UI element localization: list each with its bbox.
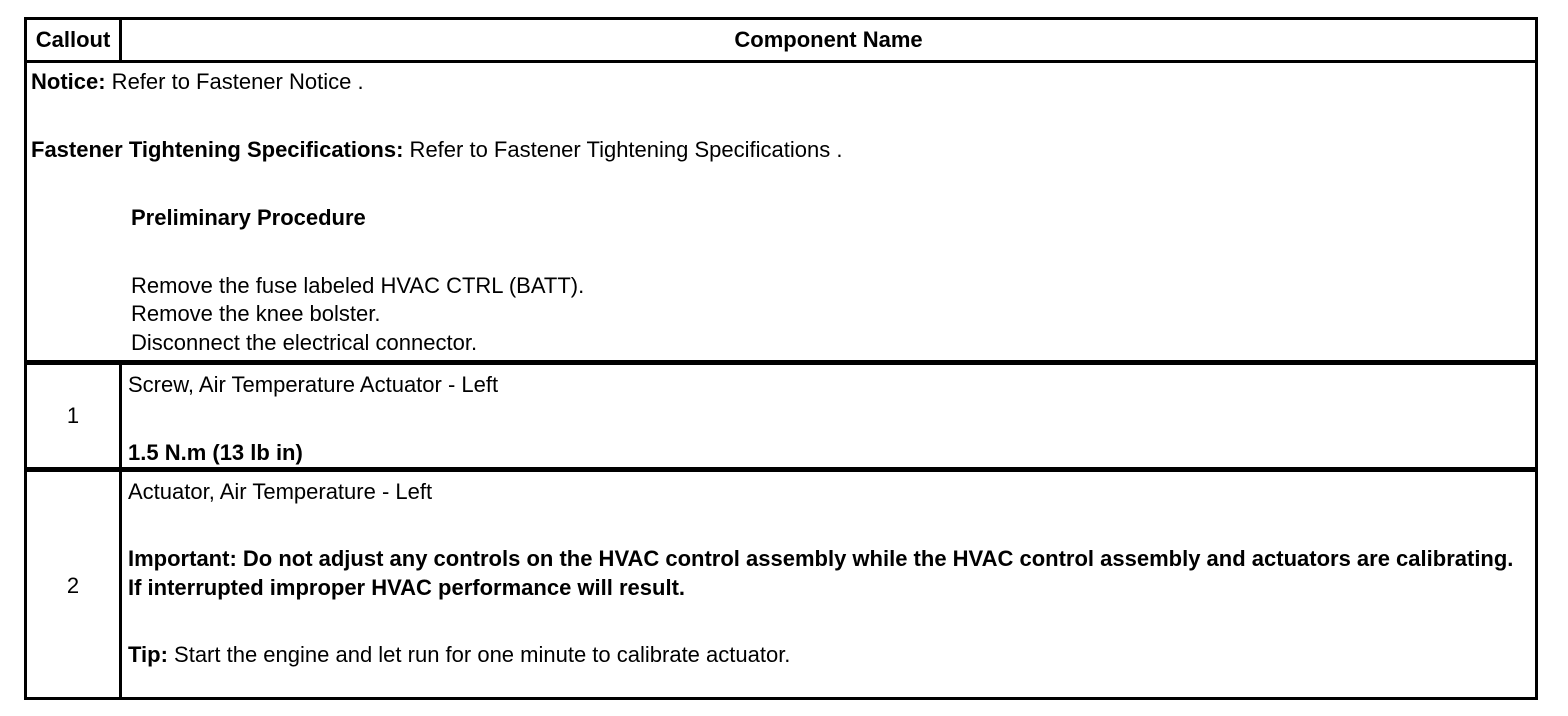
notice-line — [31, 69, 364, 95]
component-cell — [122, 472, 1535, 700]
spec-line — [31, 137, 842, 163]
step-item: Remove the knee bolster. — [131, 301, 381, 326]
notice-row — [27, 63, 1535, 365]
callout-number: 1 — [27, 365, 122, 467]
notice-text: Refer to Fastener Notice . — [105, 69, 364, 94]
important-note: Important: Do not adjust any controls on the HVAC control assembly while the HVAC control assembly and actuators are calibrating. If interrupted improper HVAC performance will result. — [128, 546, 1514, 600]
table-row — [27, 472, 1535, 700]
component-name-column-header: Component Name — [734, 27, 923, 52]
callout-number: 2 — [27, 472, 122, 700]
step-item: Remove the fuse labeled HVAC CTRL (BATT). — [131, 273, 585, 298]
torque-spec: 1.5 N.m (13 lb in) — [128, 440, 303, 465]
table-row — [27, 365, 1535, 472]
tip-text: Start the engine and let run for one minute to calibrate actuator. — [167, 642, 791, 667]
spec-label: Fastener Tightening Specifications: — [31, 137, 404, 162]
tip-label: Tip: — [128, 642, 168, 667]
component-name: Screw, Air Temperature Actuator - Left — [128, 372, 499, 397]
component-name: Actuator, Air Temperature - Left — [128, 479, 433, 504]
spec-text: Refer to Fastener Tightening Specifications . — [403, 137, 843, 162]
notice-label: Notice: — [31, 69, 106, 94]
component-cell — [122, 365, 1535, 467]
table-header-row — [27, 20, 1535, 63]
callout-column-header: Callout — [27, 20, 122, 60]
preliminary-procedure-title: Preliminary Procedure — [131, 205, 366, 230]
step-item: Disconnect the electrical connector. — [131, 330, 478, 355]
tip-line — [128, 642, 1523, 668]
procedure-table — [24, 17, 1538, 700]
